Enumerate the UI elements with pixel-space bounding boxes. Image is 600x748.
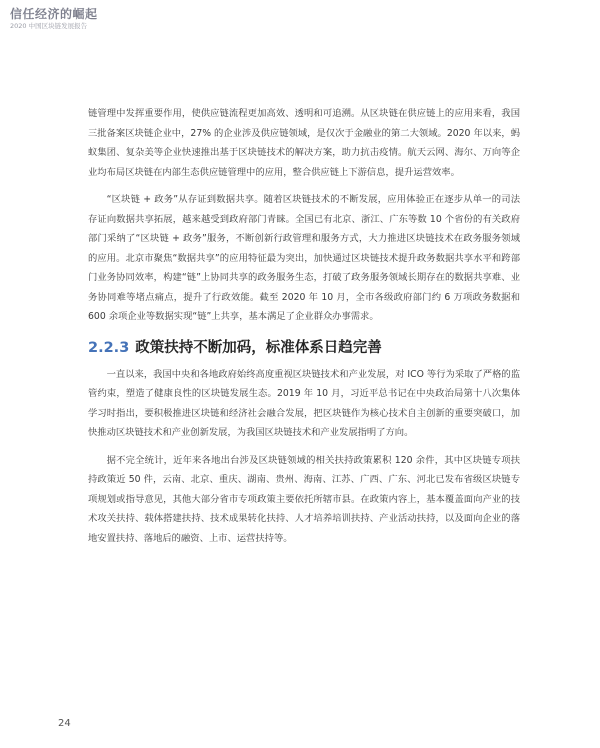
paragraph-gap — [88, 182, 520, 190]
page-body — [88, 104, 520, 548]
paragraph-policy-statistics: 据不完全统计，近年来各地出台涉及区块链领域的相关扶持政策累积 120 余件，其中区块链专项扶持政策近 50 件，云南、北京、重庆、湖南、贵州、海南、江苏、广西、广东、河北已发布省级区块链专项规划或指导意见，其他大部分省市专项政策主要依托所辖市县。在政策内容上，基本覆盖面向产业的技术攻关扶持、载体搭建扶持、技术成果转化扶持、人才培养培训扶持、产业活动扶持，以及面向企业的落地安置扶持、落地后的融资、上市、运营扶持等。 — [88, 454, 520, 544]
paragraph-government-services: “区块链 + 政务”从存证到数据共享。随着区块链技术的不断发展，应用体验正在逐步从单一的司法存证向数据共享拓展，越来越受到政府部门青睐。全国已有北京、浙江、广东等数 10 个省份的有关政府部门采纳了“区块链 + 政务”服务，不断创新行政管理和服务方式，大力推进区块链技术在政务服务领域的应用。北京市聚焦“数据共享”的应用特征最为突出，加快通过区块链技术提升政务数据共享水平和跨部门业务协同效率，构建“链”上协同共享的政务服务生态，打破了政务服务领域长期存在的数据共享难、业务协同难等堵点痛点，提升了行政效能。截至 2020 年 10 月，全市各级政府部门约 6 万项政务数据和 600 余项企业等数据实现“链”上共享，基本满足了企业群众办事需求。 — [88, 194, 520, 322]
report-subtitle: 2020 中国区块链发展报告 — [10, 22, 88, 30]
section-title: 政策扶持不断加码，标准体系日趋完善 — [135, 339, 382, 356]
report-title: 信任经济的崛起 — [10, 7, 98, 21]
paragraph-supply-chain: 链管理中发挥重要作用，使供应链流程更加高效、透明和可追溯。从区块链在供应链上的应用来看，我国三批备案区块链企业中，27% 的企业涉及供应链领域，是仅次于金融业的第二大领域。2020 年以来，蚂蚁集团、复杂美等企业快速推出基于区块链技术的解决方案，助力抗击疫情。航天云网、海尔、万向等企业均布局区块链在内部生态供应链管理中的应用，整合供应链上下游信息，提升运营效率。 — [88, 108, 520, 178]
paragraph-gap — [88, 443, 520, 451]
running-header — [10, 7, 98, 31]
paragraph-policy-support: 一直以来，我国中央和各地政府始终高度重视区块链技术和产业发展，对 ICO 等行为采取了严格的监管约束，塑造了健康良性的区块链发展生态。2019 年 10 月，习近平总书记在中央政治局第十八次集体学习时指出，要积极推进区块链和经济社会融合发展，把区块链作为核心技术自主创新的重要突破口，加快推动区块链技术和产业创新发展，为我国区块链技术和产业发展指明了方向。 — [88, 368, 520, 438]
section-heading — [88, 338, 520, 358]
section-number: 2.2.3 — [88, 339, 130, 356]
page-number: 24 — [58, 718, 71, 729]
